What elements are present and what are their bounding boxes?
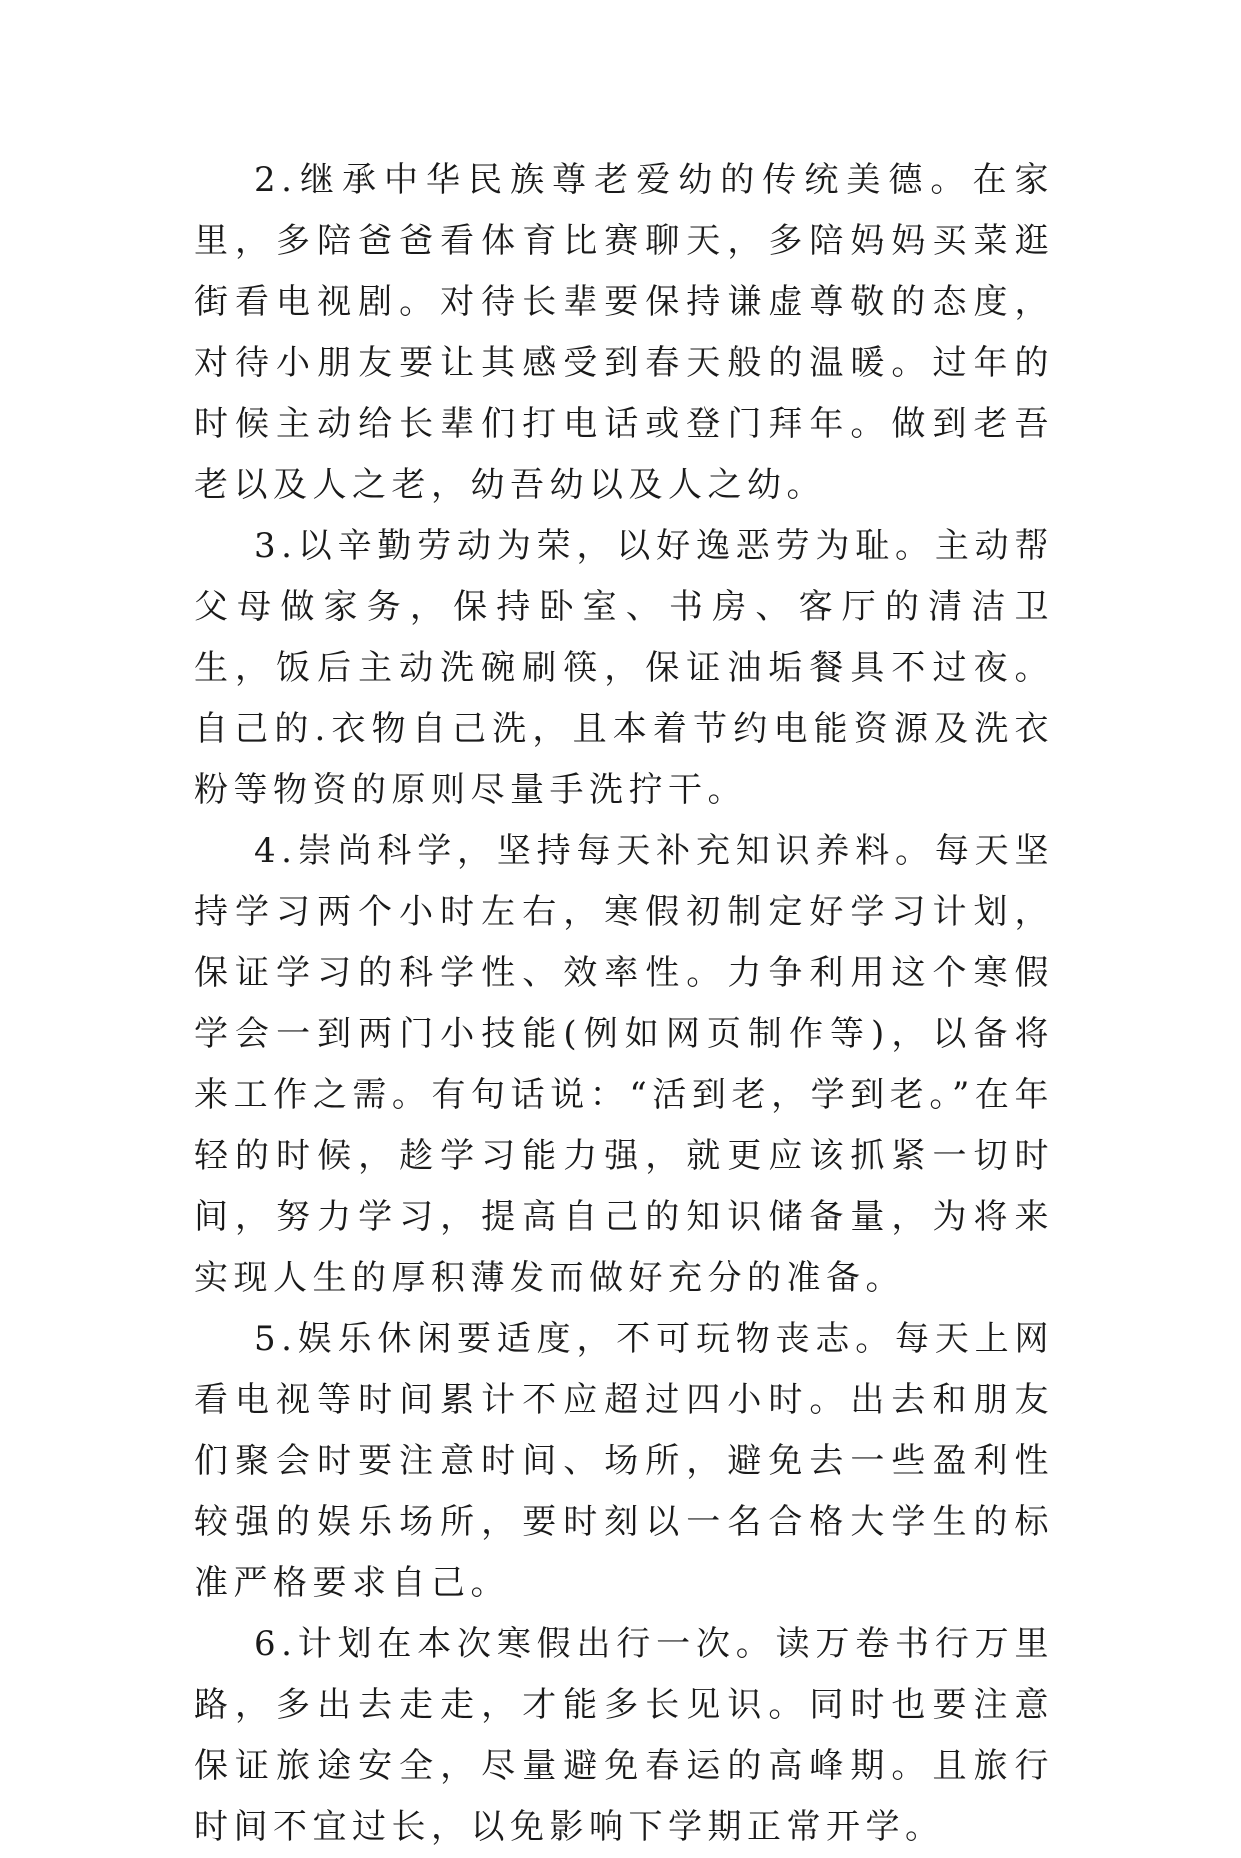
paragraph-5: 5.娱乐休闲要适度，不可玩物丧志。每天上网看电视等时间累计不应超过四小时。出去和朋友们聚会时要注意时间、场所，避免去一些盈利性较强的娱乐场所，要时刻以一名合格大学生的标准严格要求自己。 (194, 1319, 1054, 1603)
document-body (194, 150, 1054, 1858)
paragraph-3: 3.以辛勤劳动为荣，以好逸恶劳为耻。主动帮父母做家务，保持卧室、书房、客厅的清洁卫生，饭后主动洗碗刷筷，保证油垢餐具不过夜。自己的.衣物自己洗，且本着节约电能资源及洗衣粉等物资的原则尽量手洗拧干。 (194, 526, 1054, 810)
paragraph-6: 6.计划在本次寒假出行一次。读万卷书行万里路，多出去走走，才能多长见识。同时也要注意保证旅途安全，尽量避免春运的高峰期。且旅行时间不宜过长，以免影响下学期正常开学。 (194, 1624, 1054, 1847)
paragraph-4: 4.崇尚科学，坚持每天补充知识养料。每天坚持学习两个小时左右，寒假初制定好学习计划，保证学习的科学性、效率性。力争利用这个寒假学会一到两门小技能(例如网页制作等)，以备将来工作之需。有句话说：“活到老，学到老。”在年轻的时候，趁学习能力强，就更应该抓紧一切时间，努力学习，提高自己的知识储备量，为将来实现人生的厚积薄发而做好充分的准备。 (194, 831, 1054, 1298)
paragraph-2: 2.继承中华民族尊老爱幼的传统美德。在家里，多陪爸爸看体育比赛聊天，多陪妈妈买菜逛街看电视剧。对待长辈要保持谦虚尊敬的态度，对待小朋友要让其感受到春天般的温暖。过年的时候主动给长辈们打电话或登门拜年。做到老吾老以及人之老，幼吾幼以及人之幼。 (194, 160, 1054, 505)
